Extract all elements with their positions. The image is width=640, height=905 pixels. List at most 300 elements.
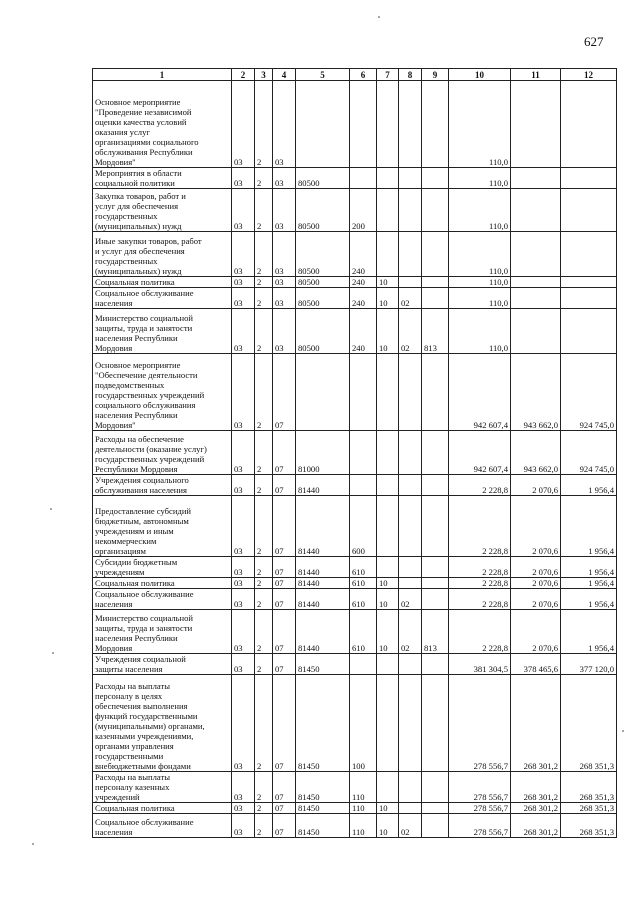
code-cell-c8 <box>399 168 422 189</box>
code-cell-c6: 110 <box>350 814 377 838</box>
row-name-line: государственных учреждений <box>95 454 205 464</box>
code-cell-c6: 200 <box>350 189 377 232</box>
row-name-line: защиты, труда и занятости <box>95 323 193 333</box>
amount-cell-c10: 110,0 <box>449 277 511 288</box>
row-name <box>93 189 232 232</box>
amount-cell-c12: 1 956,4 <box>561 589 617 610</box>
row-name-line: Социальная политика <box>95 803 175 813</box>
table-row <box>93 189 617 232</box>
code-cell-c9 <box>422 772 449 803</box>
amount-cell-c10: 942 607,4 <box>449 431 511 475</box>
amount-cell-c10: 2 228,8 <box>449 610 511 654</box>
row-name <box>93 288 232 309</box>
amount-cell-c10: 2 228,8 <box>449 578 511 589</box>
amount-cell-c11: 268 301,2 <box>511 772 561 803</box>
amount-cell-c11 <box>511 232 561 277</box>
amount-cell-c11 <box>511 168 561 189</box>
code-cell-c9 <box>422 589 449 610</box>
header-cell: 1 <box>93 69 232 81</box>
code-cell-c5 <box>296 81 350 168</box>
row-name-line: населения <box>95 599 133 609</box>
amount-cell-c10: 110,0 <box>449 189 511 232</box>
row-name-line: населения Республики <box>95 633 178 643</box>
code-cell-c8: 02 <box>399 814 422 838</box>
row-name-line: населения <box>95 298 133 308</box>
row-name <box>93 654 232 675</box>
code-cell-c5 <box>296 354 350 431</box>
code-cell-c8 <box>399 803 422 814</box>
row-name-line: Социальное обслуживание <box>95 817 194 827</box>
row-name-line: Мордовия <box>95 343 133 353</box>
code-cell-c3: 2 <box>255 675 273 772</box>
code-cell-c4: 03 <box>273 232 296 277</box>
row-name-line: Расходы на обеспечение <box>95 434 184 444</box>
code-cell-c7 <box>377 654 399 675</box>
table-row <box>93 578 617 589</box>
table-row <box>93 610 617 654</box>
row-name-line: Мордовия" <box>95 420 136 430</box>
code-cell-c9 <box>422 431 449 475</box>
code-cell-c2: 03 <box>232 496 255 557</box>
code-cell-c9 <box>422 557 449 578</box>
amount-cell-c12 <box>561 232 617 277</box>
row-name <box>93 277 232 288</box>
code-cell-c7 <box>377 232 399 277</box>
code-cell-c9 <box>422 578 449 589</box>
row-name <box>93 772 232 803</box>
code-cell-c2: 03 <box>232 277 255 288</box>
code-cell-c5: 80500 <box>296 168 350 189</box>
amount-cell-c11: 268 301,2 <box>511 675 561 772</box>
code-cell-c3: 2 <box>255 557 273 578</box>
row-name-line: услуг для обеспечения <box>95 201 179 211</box>
row-name-line: Социальная политика <box>95 277 175 287</box>
amount-cell-c12: 377 120,0 <box>561 654 617 675</box>
amount-cell-c12 <box>561 309 617 354</box>
row-name <box>93 557 232 578</box>
code-cell-c4: 07 <box>273 557 296 578</box>
code-cell-c6 <box>350 81 377 168</box>
code-cell-c8 <box>399 675 422 772</box>
code-cell-c4: 07 <box>273 475 296 496</box>
code-cell-c2: 03 <box>232 610 255 654</box>
table-row <box>93 277 617 288</box>
amount-cell-c11 <box>511 277 561 288</box>
code-cell-c7 <box>377 475 399 496</box>
code-cell-c7: 10 <box>377 288 399 309</box>
row-name <box>93 578 232 589</box>
code-cell-c4: 07 <box>273 578 296 589</box>
scan-speck <box>32 843 34 845</box>
code-cell-c7: 10 <box>377 610 399 654</box>
amount-cell-c10: 110,0 <box>449 288 511 309</box>
code-cell-c5: 80500 <box>296 288 350 309</box>
code-cell-c7 <box>377 496 399 557</box>
code-cell-c6: 240 <box>350 288 377 309</box>
code-cell-c9 <box>422 475 449 496</box>
row-name-line: органами управления <box>95 741 174 751</box>
row-name-line: населения <box>95 827 133 837</box>
code-cell-c7: 10 <box>377 803 399 814</box>
code-cell-c5: 81450 <box>296 654 350 675</box>
code-cell-c4: 07 <box>273 675 296 772</box>
amount-cell-c10: 2 228,8 <box>449 557 511 578</box>
code-cell-c4: 07 <box>273 654 296 675</box>
code-cell-c8 <box>399 431 422 475</box>
amount-cell-c11: 943 662,0 <box>511 431 561 475</box>
code-cell-c6 <box>350 654 377 675</box>
code-cell-c5: 81450 <box>296 803 350 814</box>
amount-cell-c12: 924 745,0 <box>561 431 617 475</box>
code-cell-c3: 2 <box>255 354 273 431</box>
code-cell-c5: 81450 <box>296 772 350 803</box>
code-cell-c2: 03 <box>232 475 255 496</box>
row-name <box>93 475 232 496</box>
code-cell-c7 <box>377 189 399 232</box>
code-cell-c3: 2 <box>255 309 273 354</box>
table-row <box>93 814 617 838</box>
code-cell-c7 <box>377 675 399 772</box>
row-name-line: учреждениям и иным <box>95 526 174 536</box>
row-name-line: (муниципальных) нужд <box>95 266 182 276</box>
code-cell-c4: 07 <box>273 803 296 814</box>
code-cell-c7: 10 <box>377 309 399 354</box>
code-cell-c8 <box>399 772 422 803</box>
code-cell-c3: 2 <box>255 772 273 803</box>
amount-cell-c11: 2 070,6 <box>511 610 561 654</box>
amount-cell-c11 <box>511 81 561 168</box>
code-cell-c8 <box>399 475 422 496</box>
code-cell-c6: 600 <box>350 496 377 557</box>
header-cell: 9 <box>422 69 449 81</box>
code-cell-c8 <box>399 277 422 288</box>
code-cell-c2: 03 <box>232 81 255 168</box>
code-cell-c9 <box>422 277 449 288</box>
row-name <box>93 496 232 557</box>
row-name-line: учреждениям <box>95 567 145 577</box>
code-cell-c3: 2 <box>255 475 273 496</box>
row-name-line: Предоставление субсидий <box>95 506 192 516</box>
page-number: 627 <box>584 34 604 49</box>
code-cell-c6 <box>350 354 377 431</box>
amount-cell-c12: 1 956,4 <box>561 578 617 589</box>
amount-cell-c11: 2 070,6 <box>511 557 561 578</box>
code-cell-c6: 610 <box>350 578 377 589</box>
budget-table <box>92 68 617 838</box>
table-row <box>93 654 617 675</box>
amount-cell-c12: 268 351,3 <box>561 772 617 803</box>
code-cell-c2: 03 <box>232 431 255 475</box>
row-name-line: Субсидии бюджетным <box>95 557 178 567</box>
code-cell-c5: 81440 <box>296 475 350 496</box>
row-name-line: государственных <box>95 256 158 266</box>
code-cell-c2: 03 <box>232 189 255 232</box>
amount-cell-c11: 2 070,6 <box>511 475 561 496</box>
amount-cell-c12: 268 351,3 <box>561 814 617 838</box>
row-name-line: Учреждения социального <box>95 475 189 485</box>
amount-cell-c12: 268 351,3 <box>561 675 617 772</box>
code-cell-c8: 02 <box>399 288 422 309</box>
row-name-line: государственных учреждений <box>95 390 205 400</box>
scan-speck <box>50 508 52 510</box>
code-cell-c6: 610 <box>350 589 377 610</box>
code-cell-c6 <box>350 168 377 189</box>
amount-cell-c11: 2 070,6 <box>511 496 561 557</box>
amount-cell-c12 <box>561 288 617 309</box>
code-cell-c7 <box>377 772 399 803</box>
code-cell-c3: 2 <box>255 803 273 814</box>
header-cell: 12 <box>561 69 617 81</box>
table-row <box>93 309 617 354</box>
code-cell-c6: 100 <box>350 675 377 772</box>
table-row <box>93 772 617 803</box>
row-name-line: Социальное обслуживание <box>95 288 194 298</box>
header-cell: 7 <box>377 69 399 81</box>
row-name <box>93 81 232 168</box>
code-cell-c5: 81440 <box>296 578 350 589</box>
code-cell-c7: 10 <box>377 578 399 589</box>
row-name <box>93 610 232 654</box>
code-cell-c2: 03 <box>232 772 255 803</box>
code-cell-c9 <box>422 814 449 838</box>
code-cell-c6 <box>350 431 377 475</box>
row-name-line: Основное мероприятие <box>95 360 181 370</box>
amount-cell-c12: 1 956,4 <box>561 557 617 578</box>
code-cell-c8: 02 <box>399 309 422 354</box>
code-cell-c8 <box>399 557 422 578</box>
header-cell: 3 <box>255 69 273 81</box>
header-cell: 6 <box>350 69 377 81</box>
code-cell-c3: 2 <box>255 288 273 309</box>
header-cell: 2 <box>232 69 255 81</box>
amount-cell-c11: 378 465,6 <box>511 654 561 675</box>
table-row <box>93 288 617 309</box>
code-cell-c3: 2 <box>255 654 273 675</box>
header-cell: 5 <box>296 69 350 81</box>
code-cell-c6: 610 <box>350 557 377 578</box>
amount-cell-c10: 278 556,7 <box>449 803 511 814</box>
row-name-line: казенными учреждениями, <box>95 731 194 741</box>
row-name-line: защиты населения <box>95 664 163 674</box>
code-cell-c5: 80500 <box>296 232 350 277</box>
code-cell-c2: 03 <box>232 578 255 589</box>
amount-cell-c11 <box>511 189 561 232</box>
code-cell-c9 <box>422 81 449 168</box>
code-cell-c9 <box>422 354 449 431</box>
table-row <box>93 168 617 189</box>
code-cell-c9: 813 <box>422 610 449 654</box>
amount-cell-c11: 2 070,6 <box>511 589 561 610</box>
row-name-line: функций государственными <box>95 711 198 721</box>
code-cell-c9 <box>422 803 449 814</box>
row-name <box>93 431 232 475</box>
code-cell-c7 <box>377 557 399 578</box>
code-cell-c2: 03 <box>232 168 255 189</box>
amount-cell-c11 <box>511 309 561 354</box>
code-cell-c6: 110 <box>350 803 377 814</box>
amount-cell-c12: 1 956,4 <box>561 496 617 557</box>
row-name <box>93 168 232 189</box>
row-name <box>93 803 232 814</box>
amount-cell-c10: 278 556,7 <box>449 675 511 772</box>
code-cell-c2: 03 <box>232 814 255 838</box>
amount-cell-c10: 2 228,8 <box>449 496 511 557</box>
row-name-line: Социальное обслуживание <box>95 589 194 599</box>
header-cell: 8 <box>399 69 422 81</box>
code-cell-c8: 02 <box>399 589 422 610</box>
code-cell-c9 <box>422 168 449 189</box>
code-cell-c6 <box>350 475 377 496</box>
code-cell-c8 <box>399 189 422 232</box>
amount-cell-c10: 2 228,8 <box>449 475 511 496</box>
code-cell-c2: 03 <box>232 557 255 578</box>
code-cell-c5: 80500 <box>296 309 350 354</box>
table-row <box>93 232 617 277</box>
amount-cell-c12 <box>561 189 617 232</box>
amount-cell-c10: 278 556,7 <box>449 814 511 838</box>
code-cell-c8 <box>399 654 422 675</box>
code-cell-c4: 07 <box>273 610 296 654</box>
code-cell-c4: 07 <box>273 589 296 610</box>
row-name-line: социального обслуживания <box>95 400 196 410</box>
code-cell-c4: 03 <box>273 81 296 168</box>
code-cell-c5: 81000 <box>296 431 350 475</box>
table-row <box>93 81 617 168</box>
code-cell-c5: 81440 <box>296 589 350 610</box>
table-row <box>93 496 617 557</box>
code-cell-c7 <box>377 354 399 431</box>
row-name-line: Расходы на выплаты <box>95 772 171 782</box>
table-row <box>93 589 617 610</box>
code-cell-c2: 03 <box>232 354 255 431</box>
amount-cell-c10: 381 304,5 <box>449 654 511 675</box>
row-name <box>93 814 232 838</box>
code-cell-c8 <box>399 354 422 431</box>
scan-speck <box>622 730 624 732</box>
row-name-line: подведомственных <box>95 380 165 390</box>
code-cell-c5: 81450 <box>296 675 350 772</box>
code-cell-c9 <box>422 496 449 557</box>
code-cell-c8 <box>399 496 422 557</box>
code-cell-c2: 03 <box>232 675 255 772</box>
code-cell-c3: 2 <box>255 814 273 838</box>
row-name-line: персоналу казенных <box>95 782 170 792</box>
amount-cell-c12 <box>561 277 617 288</box>
code-cell-c2: 03 <box>232 803 255 814</box>
code-cell-c8 <box>399 578 422 589</box>
row-name-line: населения Республики <box>95 333 178 343</box>
row-name-line: Мероприятия в области <box>95 168 182 178</box>
table-row <box>93 675 617 772</box>
row-name-line: государственными <box>95 751 164 761</box>
code-cell-c8: 02 <box>399 610 422 654</box>
code-cell-c8 <box>399 232 422 277</box>
row-name-line: населения Республики <box>95 410 178 420</box>
row-name-line: Основное мероприятие <box>95 97 181 107</box>
code-cell-c7: 10 <box>377 589 399 610</box>
row-name-line: Расходы на выплаты <box>95 681 171 691</box>
row-name-line: организациями социального <box>95 137 199 147</box>
code-cell-c7 <box>377 81 399 168</box>
amount-cell-c12: 924 745,0 <box>561 354 617 431</box>
code-cell-c9 <box>422 189 449 232</box>
code-cell-c3: 2 <box>255 81 273 168</box>
amount-cell-c10: 110,0 <box>449 81 511 168</box>
row-name-line: и услуг для обеспечения <box>95 246 185 256</box>
code-cell-c4: 03 <box>273 168 296 189</box>
amount-cell-c10: 2 228,8 <box>449 589 511 610</box>
row-name-line: Закупка товаров, работ и <box>95 191 186 201</box>
code-cell-c3: 2 <box>255 589 273 610</box>
code-cell-c2: 03 <box>232 232 255 277</box>
row-name-line: бюджетным, автономным <box>95 516 189 526</box>
row-name-line: защиты, труда и занятости <box>95 623 193 633</box>
code-cell-c6: 240 <box>350 277 377 288</box>
row-name-line: Мордовия <box>95 643 133 653</box>
row-name-line: персоналу в целях <box>95 691 163 701</box>
scan-speck <box>378 16 380 18</box>
code-cell-c7: 10 <box>377 277 399 288</box>
row-name-line: учреждений <box>95 792 140 802</box>
code-cell-c4: 07 <box>273 354 296 431</box>
row-name-line: организациям <box>95 546 146 556</box>
code-cell-c5: 81440 <box>296 557 350 578</box>
header-cell: 10 <box>449 69 511 81</box>
code-cell-c5: 81450 <box>296 814 350 838</box>
code-cell-c9 <box>422 232 449 277</box>
code-cell-c7 <box>377 168 399 189</box>
row-name-line: "Проведение независимой <box>95 107 192 117</box>
amount-cell-c10: 278 556,7 <box>449 772 511 803</box>
code-cell-c2: 03 <box>232 309 255 354</box>
row-name-line: обеспечения выполнения <box>95 701 188 711</box>
code-cell-c6: 240 <box>350 232 377 277</box>
amount-cell-c11 <box>511 288 561 309</box>
row-name-line: Мордовия" <box>95 157 136 167</box>
row-name-line: Министерство социальной <box>95 313 194 323</box>
row-name-line: оказания услуг <box>95 127 150 137</box>
table-row <box>93 431 617 475</box>
row-name-line: некоммерческим <box>95 536 157 546</box>
code-cell-c3: 2 <box>255 610 273 654</box>
code-cell-c4: 03 <box>273 189 296 232</box>
header-row <box>93 69 617 81</box>
code-cell-c4: 07 <box>273 772 296 803</box>
row-name-line: Иные закупки товаров, работ <box>95 236 202 246</box>
code-cell-c6: 110 <box>350 772 377 803</box>
code-cell-c4: 03 <box>273 277 296 288</box>
code-cell-c5: 80500 <box>296 189 350 232</box>
amount-cell-c12: 268 351,3 <box>561 803 617 814</box>
row-name-line: Социальная политика <box>95 578 175 588</box>
code-cell-c5: 80500 <box>296 277 350 288</box>
amount-cell-c12: 1 956,4 <box>561 475 617 496</box>
code-cell-c4: 03 <box>273 309 296 354</box>
code-cell-c3: 2 <box>255 168 273 189</box>
code-cell-c5: 81440 <box>296 610 350 654</box>
scan-speck <box>52 652 54 654</box>
header-cell: 4 <box>273 69 296 81</box>
code-cell-c3: 2 <box>255 496 273 557</box>
code-cell-c7: 10 <box>377 814 399 838</box>
code-cell-c6: 610 <box>350 610 377 654</box>
row-name <box>93 675 232 772</box>
table-row <box>93 475 617 496</box>
row-name-line: обслуживания Республики <box>95 147 193 157</box>
amount-cell-c10: 110,0 <box>449 168 511 189</box>
code-cell-c4: 07 <box>273 431 296 475</box>
table-row <box>93 803 617 814</box>
